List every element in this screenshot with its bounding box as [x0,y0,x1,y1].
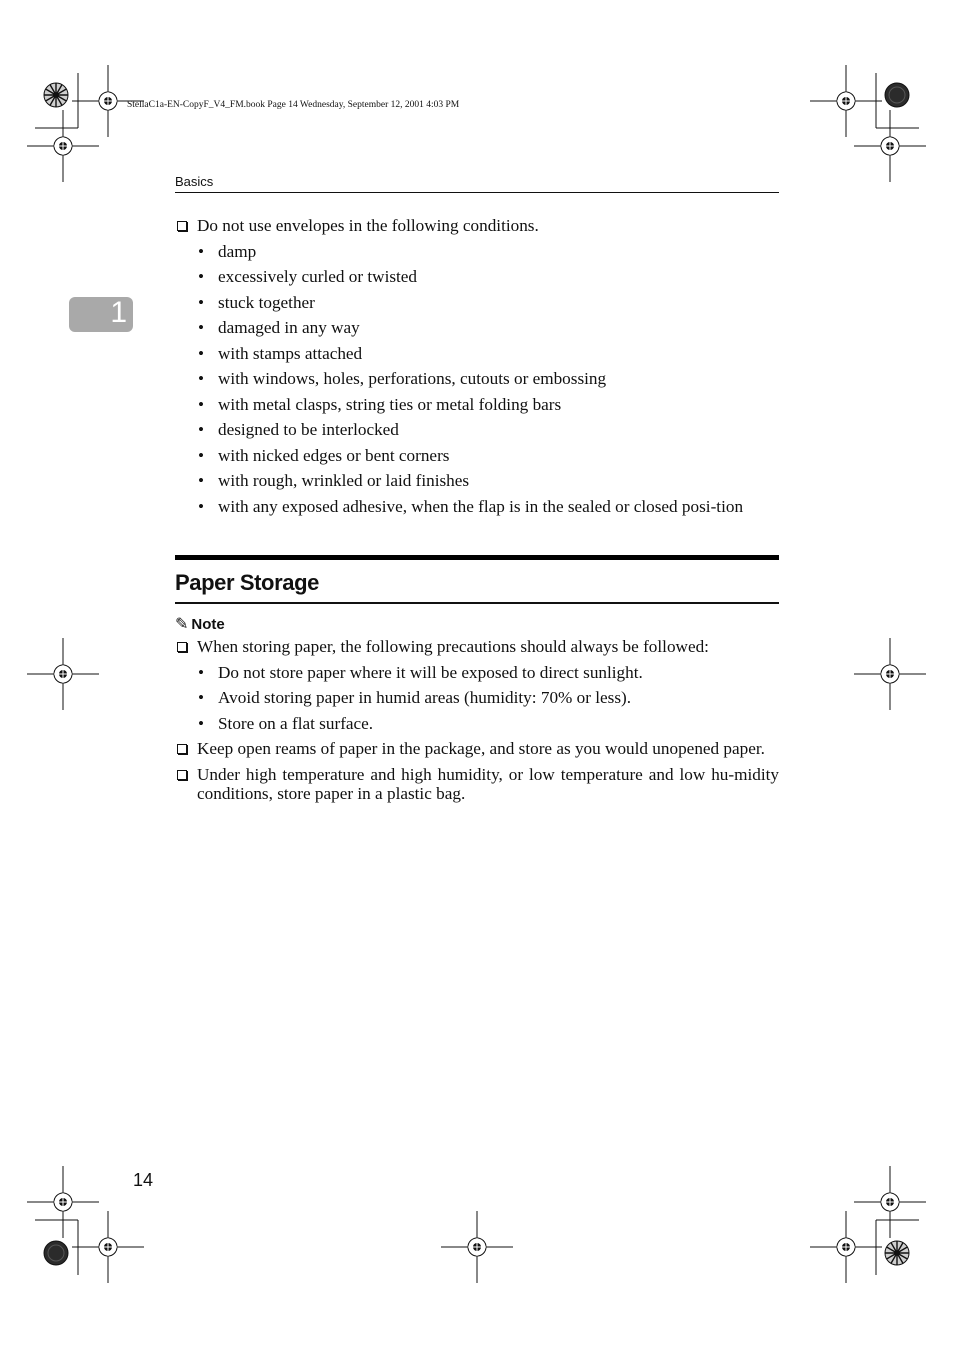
bullet-icon: • [198,241,205,261]
page-number: 14 [133,1170,154,1190]
list-item: • with stamps attached [198,343,363,363]
bullet-icon: • [198,394,205,414]
print-slug: StellaC1a-EN-CopyF_V4_FM.book Page 14 Wednesday, September 12, 2001 4:03 PM [127,100,460,110]
envelope-section [175,216,779,516]
bullet-icon: • [198,369,205,388]
list-item: • damaged in any way [198,318,360,337]
crop-mark-top-left [27,65,144,182]
running-header: Basics [175,174,214,189]
bullet-icon: • [198,318,205,337]
list-item: • with rough, wrinkled or laid finishes [198,471,470,490]
list-item: • stuck together [198,292,315,312]
chapter-number: 1 [110,296,127,329]
pencil-icon: ✎ [175,616,189,633]
envelope-intro: Do not use envelopes in the following conditions. [175,216,779,236]
paper-storage-notes [175,637,779,804]
bullet-icon: • [198,471,205,490]
list-item: • damp [198,241,257,261]
bullet-icon: • [198,292,205,312]
list-item: • with nicked edges or bent corners [198,445,450,465]
envelope-condition-list [175,242,779,517]
crop-mark-bottom-left [27,1166,144,1283]
registration-mark-right [854,638,926,710]
checkbox-icon [177,642,187,652]
list-item: • Avoid storing paper in humid areas (humidity: 70% or less). [198,688,632,707]
registration-mark-bottom-center [441,1211,513,1283]
registration-mark-left [27,638,99,710]
list-item: • designed to be interlocked [198,420,399,439]
reams-tip: Keep open reams of paper in the package, and store as you would unopened paper. [175,739,779,759]
bullet-icon: • [198,420,205,439]
note-heading: ✎ Note [175,616,225,633]
list-item: • Do not store paper where it will be exposed to direct sunlight. [198,662,643,682]
bullet-icon: • [198,343,205,363]
precaution-list [175,663,779,734]
list-item: • excessively curled or twisted [198,267,418,286]
list-item: • with metal clasps, string ties or metal folding bars [198,394,562,414]
chapter-tab [69,297,133,332]
bullet-icon: • [198,445,205,465]
bullet-icon: • [198,267,205,286]
section-top-rule [175,555,779,560]
list-item: • with windows, holes, perforations, cutouts or embossing [198,369,607,388]
bullet-icon: • [198,496,205,516]
bullet-icon: • [198,688,205,707]
paper-storage-section [175,555,779,604]
header-rule [175,192,779,193]
list-item: • with any exposed adhesive, when the flap is in the sealed or closed posi-tion [198,496,744,516]
section-bottom-rule [175,602,779,604]
crop-mark-bottom-right [810,1166,926,1283]
checkbox-icon [177,744,187,754]
section-title: Paper Storage [175,570,319,595]
bullet-icon: • [198,713,205,733]
checkbox-icon [177,221,187,231]
precautions-intro: When storing paper, the following precautions should always be followed: [175,637,779,657]
humidity-tip: Under high temperature and high humidity, or low temperature and low hu-midity conditions, store paper in a plastic bag. [175,765,779,804]
list-item: • Store on a flat surface. [198,713,374,733]
checkbox-icon [177,770,187,780]
bullet-icon: • [198,662,205,682]
crop-mark-top-right [810,65,926,182]
